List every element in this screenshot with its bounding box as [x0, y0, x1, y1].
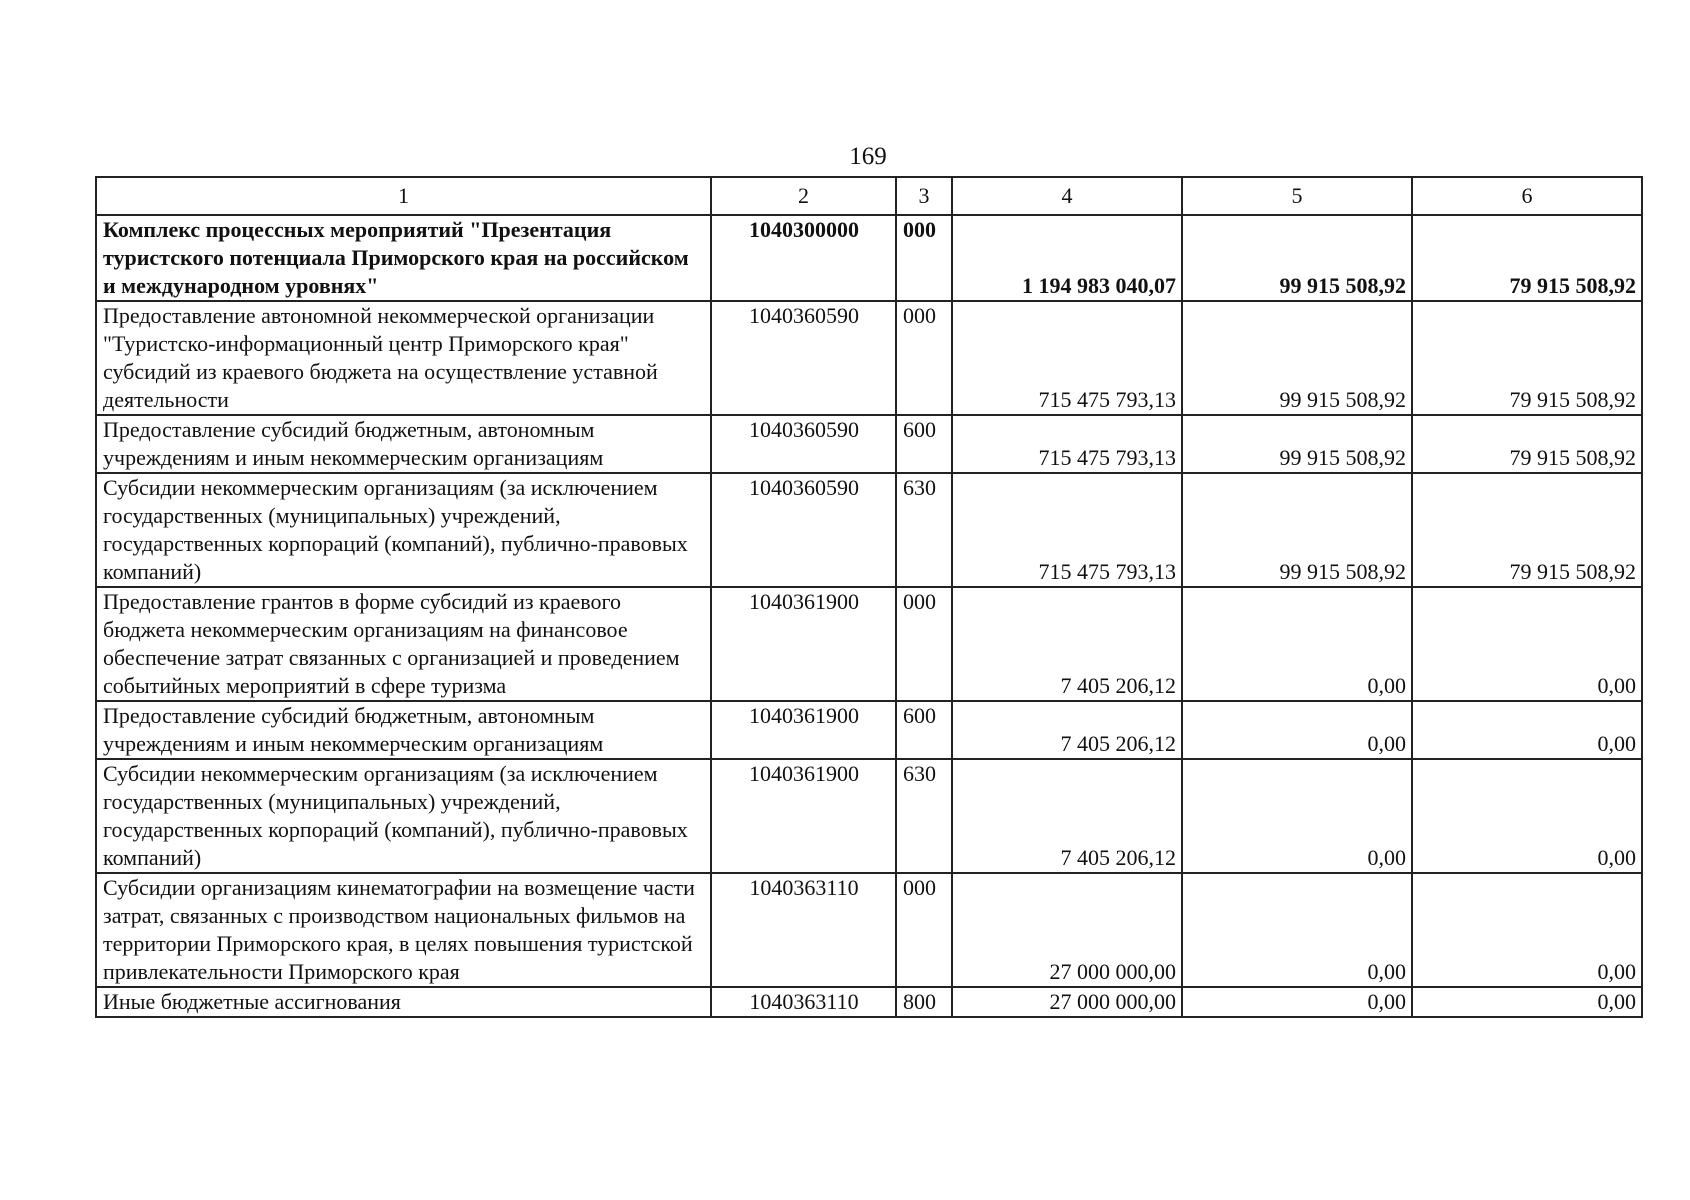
- column-number-2: 2: [711, 177, 896, 215]
- column-number-3: 3: [896, 177, 952, 215]
- row-value-4: 7 405 206,12: [952, 701, 1182, 759]
- row-value-4: 7 405 206,12: [952, 587, 1182, 701]
- column-number-1: 1: [96, 177, 711, 215]
- row-target-code: 1040361900: [711, 759, 896, 873]
- row-value-6: 0,00: [1412, 587, 1642, 701]
- table-row: [96, 301, 1642, 415]
- row-value-4: 715 475 793,13: [952, 473, 1182, 587]
- row-value-5: 0,00: [1182, 873, 1412, 987]
- column-number-6: 6: [1412, 177, 1642, 215]
- table-row: [96, 701, 1642, 759]
- column-number-5: 5: [1182, 177, 1412, 215]
- table-row: [96, 987, 1642, 1017]
- table-row: [96, 215, 1642, 301]
- page-number: 169: [849, 143, 887, 170]
- row-value-6: 0,00: [1412, 873, 1642, 987]
- row-value-5: 99 915 508,92: [1182, 301, 1412, 415]
- table-row: [96, 473, 1642, 587]
- column-number-row: [96, 177, 1642, 215]
- row-expense-type: 630: [896, 473, 952, 587]
- row-target-code: 1040363110: [711, 873, 896, 987]
- row-value-6: 79 915 508,92: [1412, 301, 1642, 415]
- row-expense-type: 630: [896, 759, 952, 873]
- row-target-code: 1040363110: [711, 987, 896, 1017]
- row-value-5: 0,00: [1182, 987, 1412, 1017]
- row-name: Комплекс процессных мероприятий "Презентация туристского потенциала Приморского края на российском и международном уровнях": [96, 215, 711, 301]
- row-target-code: 1040300000: [711, 215, 896, 301]
- row-name: Предоставление субсидий бюджетным, автономным учреждениям и иным некоммерческим организациям: [96, 415, 711, 473]
- row-expense-type: 000: [896, 301, 952, 415]
- row-name: Субсидии организациям кинематографии на возмещение части затрат, связанных с производством национальных фильмов на территории Приморского края, в целях повышения туристской привлекательности Приморского края: [96, 873, 711, 987]
- row-expense-type: 000: [896, 873, 952, 987]
- row-value-5: 0,00: [1182, 587, 1412, 701]
- row-name: Субсидии некоммерческим организациям (за исключением государственных (муниципальных) учреждений, государственных корпораций (компаний), публично-правовых компаний): [96, 759, 711, 873]
- row-target-code: 1040361900: [711, 587, 896, 701]
- row-target-code: 1040360590: [711, 415, 896, 473]
- row-value-5: 99 915 508,92: [1182, 473, 1412, 587]
- row-value-4: 715 475 793,13: [952, 301, 1182, 415]
- row-value-4: 7 405 206,12: [952, 759, 1182, 873]
- table-row: [96, 759, 1642, 873]
- row-value-6: 79 915 508,92: [1412, 415, 1642, 473]
- row-name: Предоставление автономной некоммерческой организации "Туристско-информационный центр Приморского края" субсидий из краевого бюджета на осуществление уставной деятельности: [96, 301, 711, 415]
- table-row: [96, 415, 1642, 473]
- row-value-5: 0,00: [1182, 701, 1412, 759]
- table-row: [96, 587, 1642, 701]
- row-value-6: 0,00: [1412, 759, 1642, 873]
- row-expense-type: 600: [896, 415, 952, 473]
- row-value-4: 27 000 000,00: [952, 873, 1182, 987]
- row-name: Иные бюджетные ассигнования: [96, 987, 711, 1017]
- budget-table: [95, 176, 1643, 1018]
- row-expense-type: 000: [896, 215, 952, 301]
- row-name: Предоставление субсидий бюджетным, автономным учреждениям и иным некоммерческим организациям: [96, 701, 711, 759]
- row-expense-type: 000: [896, 587, 952, 701]
- row-target-code: 1040360590: [711, 301, 896, 415]
- row-value-4: 1 194 983 040,07: [952, 215, 1182, 301]
- row-value-4: 27 000 000,00: [952, 987, 1182, 1017]
- row-value-4: 715 475 793,13: [952, 415, 1182, 473]
- row-value-5: 99 915 508,92: [1182, 415, 1412, 473]
- row-value-5: 99 915 508,92: [1182, 215, 1412, 301]
- row-target-code: 1040361900: [711, 701, 896, 759]
- row-value-6: 0,00: [1412, 987, 1642, 1017]
- row-target-code: 1040360590: [711, 473, 896, 587]
- column-number-4: 4: [952, 177, 1182, 215]
- row-expense-type: 600: [896, 701, 952, 759]
- row-value-6: 79 915 508,92: [1412, 473, 1642, 587]
- row-value-5: 0,00: [1182, 759, 1412, 873]
- row-value-6: 0,00: [1412, 701, 1642, 759]
- row-value-6: 79 915 508,92: [1412, 215, 1642, 301]
- row-name: Предоставление грантов в форме субсидий из краевого бюджета некоммерческим организациям на финансовое обеспечение затрат связанных с организацией и проведением событийных мероприятий в сфере туризма: [96, 587, 711, 701]
- row-expense-type: 800: [896, 987, 952, 1017]
- table-row: [96, 873, 1642, 987]
- row-name: Субсидии некоммерческим организациям (за исключением государственных (муниципальных) учреждений, государственных корпораций (компаний), публично-правовых компаний): [96, 473, 711, 587]
